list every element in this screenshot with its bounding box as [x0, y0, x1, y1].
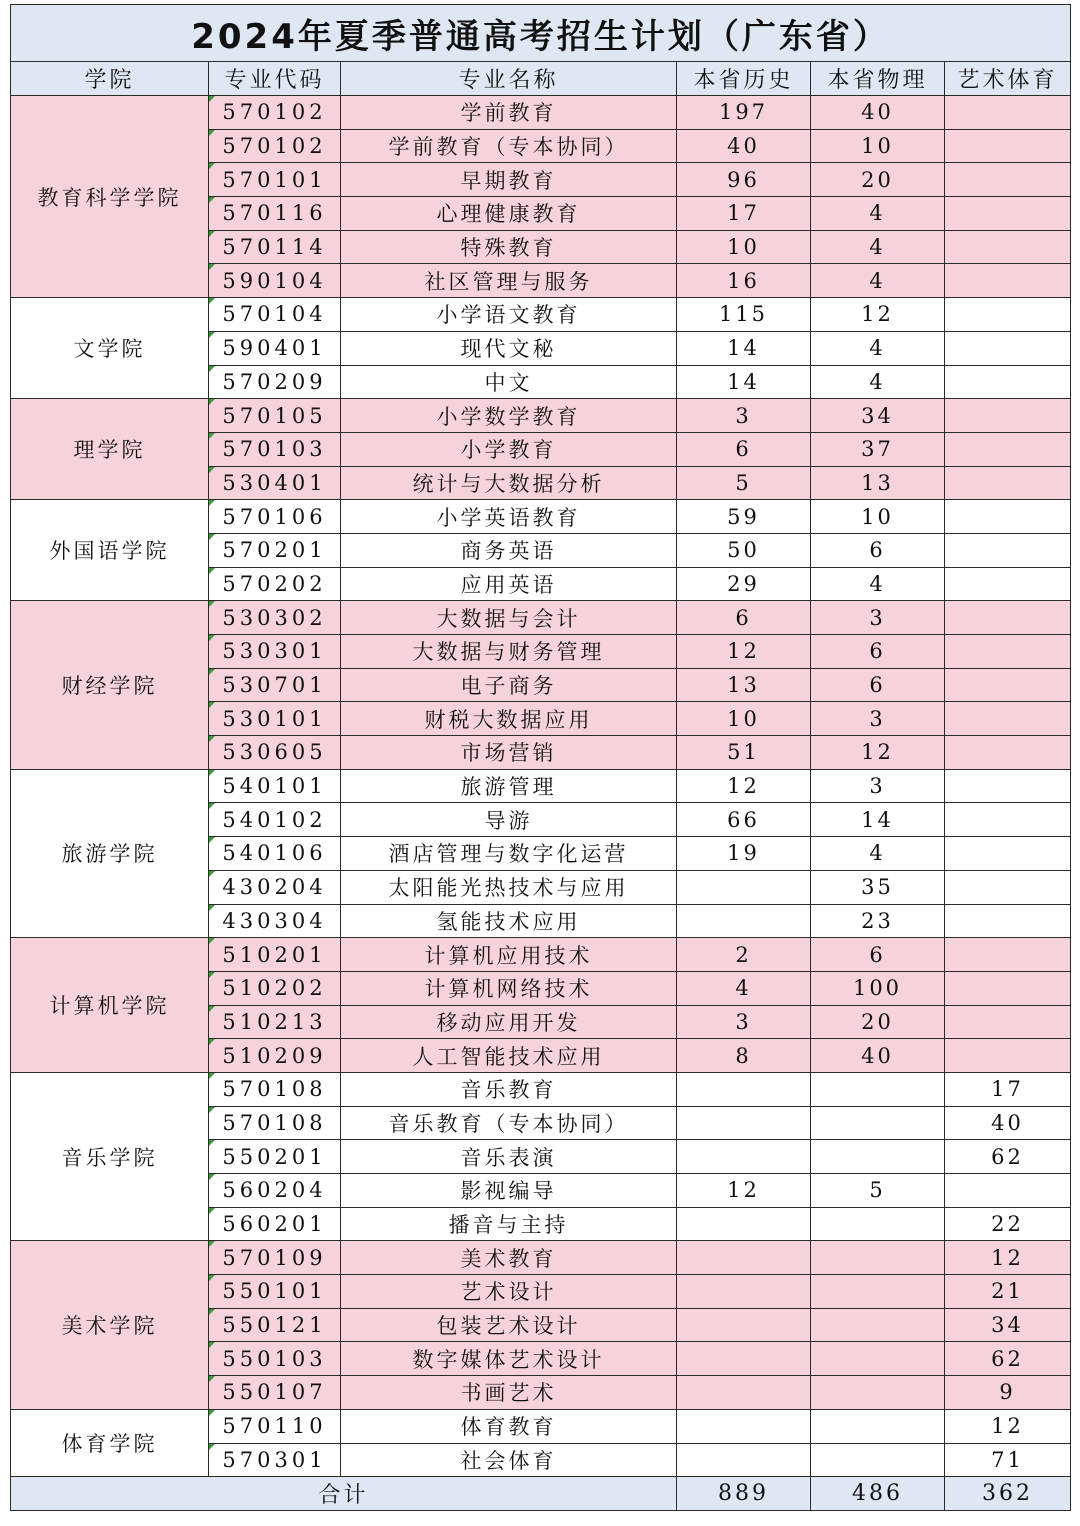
art-sports-count: 12 [945, 1241, 1071, 1275]
history-count: 10 [677, 702, 811, 736]
art-sports-count [945, 601, 1071, 635]
total-physics: 486 [811, 1477, 945, 1511]
art-sports-count [945, 1174, 1071, 1208]
history-count: 12 [677, 1174, 811, 1208]
major-code: 570101 [209, 163, 341, 197]
table-row [11, 96, 1071, 130]
major-code: 560204 [209, 1174, 341, 1208]
physics-count [811, 1241, 945, 1275]
history-count: 17 [677, 197, 811, 231]
history-count: 3 [677, 399, 811, 433]
art-sports-count [945, 500, 1071, 534]
major-name: 小学数学教育 [341, 399, 677, 433]
physics-count: 12 [811, 298, 945, 332]
history-count: 59 [677, 500, 811, 534]
history-count: 14 [677, 331, 811, 365]
history-count: 66 [677, 803, 811, 837]
art-sports-count [945, 96, 1071, 130]
art-sports-count: 17 [945, 1072, 1071, 1106]
major-name: 社区管理与服务 [341, 264, 677, 298]
physics-count: 4 [811, 365, 945, 399]
total-art-sports: 362 [945, 1477, 1071, 1511]
art-sports-count [945, 533, 1071, 567]
history-count [677, 1443, 811, 1477]
admissions-plan-table [10, 4, 1071, 1511]
major-name: 小学语文教育 [341, 298, 677, 332]
college-name: 旅游学院 [11, 769, 209, 937]
history-count: 115 [677, 298, 811, 332]
history-count: 5 [677, 466, 811, 500]
history-count: 13 [677, 668, 811, 702]
header-history: 本省历史 [677, 62, 811, 96]
art-sports-count [945, 938, 1071, 972]
art-sports-count [945, 432, 1071, 466]
physics-count [811, 1140, 945, 1174]
art-sports-count [945, 197, 1071, 231]
major-code: 570102 [209, 96, 341, 130]
art-sports-count: 62 [945, 1342, 1071, 1376]
major-name: 数字媒体艺术设计 [341, 1342, 677, 1376]
art-sports-count [945, 769, 1071, 803]
history-count [677, 904, 811, 938]
major-code: 590104 [209, 264, 341, 298]
major-name: 小学英语教育 [341, 500, 677, 534]
physics-count [811, 1207, 945, 1241]
art-sports-count [945, 298, 1071, 332]
major-name: 大数据与会计 [341, 601, 677, 635]
history-count: 10 [677, 230, 811, 264]
major-code: 540102 [209, 803, 341, 837]
history-count [677, 1409, 811, 1443]
physics-count [811, 1308, 945, 1342]
major-name: 体育教育 [341, 1409, 677, 1443]
table-row [11, 1241, 1071, 1275]
table-row [11, 601, 1071, 635]
table-row [11, 938, 1071, 972]
physics-count: 6 [811, 668, 945, 702]
physics-count: 100 [811, 971, 945, 1005]
college-name: 财经学院 [11, 601, 209, 769]
physics-count: 6 [811, 938, 945, 972]
art-sports-count: 12 [945, 1409, 1071, 1443]
major-code: 570105 [209, 399, 341, 433]
history-count: 96 [677, 163, 811, 197]
college-name: 文学院 [11, 298, 209, 399]
physics-count: 23 [811, 904, 945, 938]
history-count [677, 1072, 811, 1106]
major-code: 510213 [209, 1005, 341, 1039]
major-name: 移动应用开发 [341, 1005, 677, 1039]
college-name: 理学院 [11, 399, 209, 500]
major-code: 570114 [209, 230, 341, 264]
art-sports-count [945, 736, 1071, 770]
table-row [11, 298, 1071, 332]
major-name: 氢能技术应用 [341, 904, 677, 938]
major-code: 430304 [209, 904, 341, 938]
physics-count: 34 [811, 399, 945, 433]
art-sports-count [945, 163, 1071, 197]
history-count: 19 [677, 837, 811, 871]
major-name: 财税大数据应用 [341, 702, 677, 736]
art-sports-count [945, 870, 1071, 904]
major-name: 音乐表演 [341, 1140, 677, 1174]
major-name: 早期教育 [341, 163, 677, 197]
major-code: 570102 [209, 129, 341, 163]
major-code: 570104 [209, 298, 341, 332]
major-name: 电子商务 [341, 668, 677, 702]
header-major-name: 专业名称 [341, 62, 677, 96]
major-code: 510201 [209, 938, 341, 972]
major-name: 影视编导 [341, 1174, 677, 1208]
major-name: 中文 [341, 365, 677, 399]
table-row [11, 500, 1071, 534]
history-count: 8 [677, 1039, 811, 1073]
physics-count [811, 1072, 945, 1106]
major-name: 学前教育 [341, 96, 677, 130]
major-name: 小学教育 [341, 432, 677, 466]
table-row [11, 1072, 1071, 1106]
art-sports-count: 22 [945, 1207, 1071, 1241]
total-label: 合计 [11, 1477, 677, 1511]
history-count: 12 [677, 635, 811, 669]
art-sports-count [945, 904, 1071, 938]
physics-count: 37 [811, 432, 945, 466]
major-code: 570106 [209, 500, 341, 534]
physics-count: 4 [811, 837, 945, 871]
major-name: 社会体育 [341, 1443, 677, 1477]
major-name: 现代文秘 [341, 331, 677, 365]
major-code: 570108 [209, 1106, 341, 1140]
art-sports-count [945, 803, 1071, 837]
physics-count: 4 [811, 264, 945, 298]
history-count: 51 [677, 736, 811, 770]
major-name: 商务英语 [341, 533, 677, 567]
major-name: 包装艺术设计 [341, 1308, 677, 1342]
major-code: 570108 [209, 1072, 341, 1106]
table-row [11, 1409, 1071, 1443]
major-code: 550101 [209, 1275, 341, 1309]
major-code: 530302 [209, 601, 341, 635]
physics-count [811, 1409, 945, 1443]
major-code: 570110 [209, 1409, 341, 1443]
major-code: 530605 [209, 736, 341, 770]
major-name: 市场营销 [341, 736, 677, 770]
art-sports-count [945, 668, 1071, 702]
history-count: 2 [677, 938, 811, 972]
physics-count [811, 1275, 945, 1309]
history-count: 197 [677, 96, 811, 130]
major-name: 播音与主持 [341, 1207, 677, 1241]
history-count [677, 1342, 811, 1376]
major-code: 550107 [209, 1376, 341, 1410]
college-name: 体育学院 [11, 1409, 209, 1476]
major-code: 590401 [209, 331, 341, 365]
major-code: 510209 [209, 1039, 341, 1073]
art-sports-count [945, 230, 1071, 264]
header-row [11, 62, 1071, 96]
college-name: 美术学院 [11, 1241, 209, 1409]
history-count [677, 1376, 811, 1410]
major-code: 570209 [209, 365, 341, 399]
physics-count: 4 [811, 567, 945, 601]
physics-count: 4 [811, 331, 945, 365]
major-name: 美术教育 [341, 1241, 677, 1275]
major-code: 550103 [209, 1342, 341, 1376]
art-sports-count [945, 264, 1071, 298]
physics-count [811, 1376, 945, 1410]
major-code: 570301 [209, 1443, 341, 1477]
history-count: 6 [677, 601, 811, 635]
major-code: 430204 [209, 870, 341, 904]
header-art-sports: 艺术体育 [945, 62, 1071, 96]
art-sports-count [945, 1039, 1071, 1073]
major-name: 太阳能光热技术与应用 [341, 870, 677, 904]
history-count: 4 [677, 971, 811, 1005]
history-count [677, 870, 811, 904]
major-code: 550201 [209, 1140, 341, 1174]
major-code: 550121 [209, 1308, 341, 1342]
major-name: 计算机应用技术 [341, 938, 677, 972]
art-sports-count [945, 837, 1071, 871]
physics-count: 3 [811, 601, 945, 635]
major-name: 特殊教育 [341, 230, 677, 264]
art-sports-count [945, 399, 1071, 433]
header-college: 学院 [11, 62, 209, 96]
physics-count: 20 [811, 1005, 945, 1039]
art-sports-count: 40 [945, 1106, 1071, 1140]
art-sports-count [945, 702, 1071, 736]
major-code: 530301 [209, 635, 341, 669]
major-code: 570116 [209, 197, 341, 231]
physics-count [811, 1106, 945, 1140]
physics-count: 40 [811, 96, 945, 130]
major-name: 计算机网络技术 [341, 971, 677, 1005]
major-name: 音乐教育 [341, 1072, 677, 1106]
major-code: 560201 [209, 1207, 341, 1241]
college-name: 计算机学院 [11, 938, 209, 1073]
major-name: 书画艺术 [341, 1376, 677, 1410]
history-count: 6 [677, 432, 811, 466]
art-sports-count [945, 567, 1071, 601]
major-name: 人工智能技术应用 [341, 1039, 677, 1073]
major-code: 530701 [209, 668, 341, 702]
physics-count: 3 [811, 769, 945, 803]
history-count [677, 1140, 811, 1174]
physics-count: 35 [811, 870, 945, 904]
major-code: 530101 [209, 702, 341, 736]
art-sports-count: 62 [945, 1140, 1071, 1174]
major-name: 心理健康教育 [341, 197, 677, 231]
history-count: 29 [677, 567, 811, 601]
physics-count: 3 [811, 702, 945, 736]
physics-count: 10 [811, 500, 945, 534]
art-sports-count: 34 [945, 1308, 1071, 1342]
table-row [11, 399, 1071, 433]
art-sports-count: 21 [945, 1275, 1071, 1309]
college-name: 外国语学院 [11, 500, 209, 601]
header-physics: 本省物理 [811, 62, 945, 96]
history-count: 14 [677, 365, 811, 399]
physics-count: 40 [811, 1039, 945, 1073]
physics-count: 5 [811, 1174, 945, 1208]
art-sports-count: 71 [945, 1443, 1071, 1477]
physics-count: 10 [811, 129, 945, 163]
physics-count: 4 [811, 197, 945, 231]
history-count: 50 [677, 533, 811, 567]
major-name: 旅游管理 [341, 769, 677, 803]
art-sports-count [945, 129, 1071, 163]
physics-count [811, 1443, 945, 1477]
college-name: 教育科学学院 [11, 96, 209, 298]
table-title: 2024年夏季普通高考招生计划（广东省） [11, 5, 1071, 62]
major-code: 570103 [209, 432, 341, 466]
major-name: 艺术设计 [341, 1275, 677, 1309]
physics-count: 14 [811, 803, 945, 837]
history-count [677, 1275, 811, 1309]
physics-count: 12 [811, 736, 945, 770]
table-row [11, 769, 1071, 803]
major-code: 570202 [209, 567, 341, 601]
major-code: 510202 [209, 971, 341, 1005]
history-count [677, 1106, 811, 1140]
admissions-plan-table-wrapper [10, 4, 1070, 1511]
art-sports-count [945, 365, 1071, 399]
major-code: 540106 [209, 837, 341, 871]
history-count [677, 1241, 811, 1275]
art-sports-count [945, 635, 1071, 669]
header-major-code: 专业代码 [209, 62, 341, 96]
major-name: 音乐教育（专本协同） [341, 1106, 677, 1140]
art-sports-count [945, 466, 1071, 500]
major-name: 酒店管理与数字化运营 [341, 837, 677, 871]
physics-count [811, 1342, 945, 1376]
physics-count: 6 [811, 533, 945, 567]
table-body [11, 96, 1071, 1477]
history-count: 12 [677, 769, 811, 803]
major-name: 大数据与财务管理 [341, 635, 677, 669]
major-code: 570109 [209, 1241, 341, 1275]
art-sports-count [945, 331, 1071, 365]
college-name: 音乐学院 [11, 1072, 209, 1240]
total-history: 889 [677, 1477, 811, 1511]
history-count [677, 1308, 811, 1342]
physics-count: 6 [811, 635, 945, 669]
major-code: 570201 [209, 533, 341, 567]
art-sports-count [945, 1005, 1071, 1039]
total-row [11, 1477, 1071, 1511]
physics-count: 4 [811, 230, 945, 264]
major-name: 统计与大数据分析 [341, 466, 677, 500]
history-count [677, 1207, 811, 1241]
major-name: 导游 [341, 803, 677, 837]
physics-count: 13 [811, 466, 945, 500]
major-name: 学前教育（专本协同） [341, 129, 677, 163]
history-count: 40 [677, 129, 811, 163]
major-code: 530401 [209, 466, 341, 500]
art-sports-count: 9 [945, 1376, 1071, 1410]
major-name: 应用英语 [341, 567, 677, 601]
art-sports-count [945, 971, 1071, 1005]
major-code: 540101 [209, 769, 341, 803]
history-count: 3 [677, 1005, 811, 1039]
physics-count: 20 [811, 163, 945, 197]
history-count: 16 [677, 264, 811, 298]
